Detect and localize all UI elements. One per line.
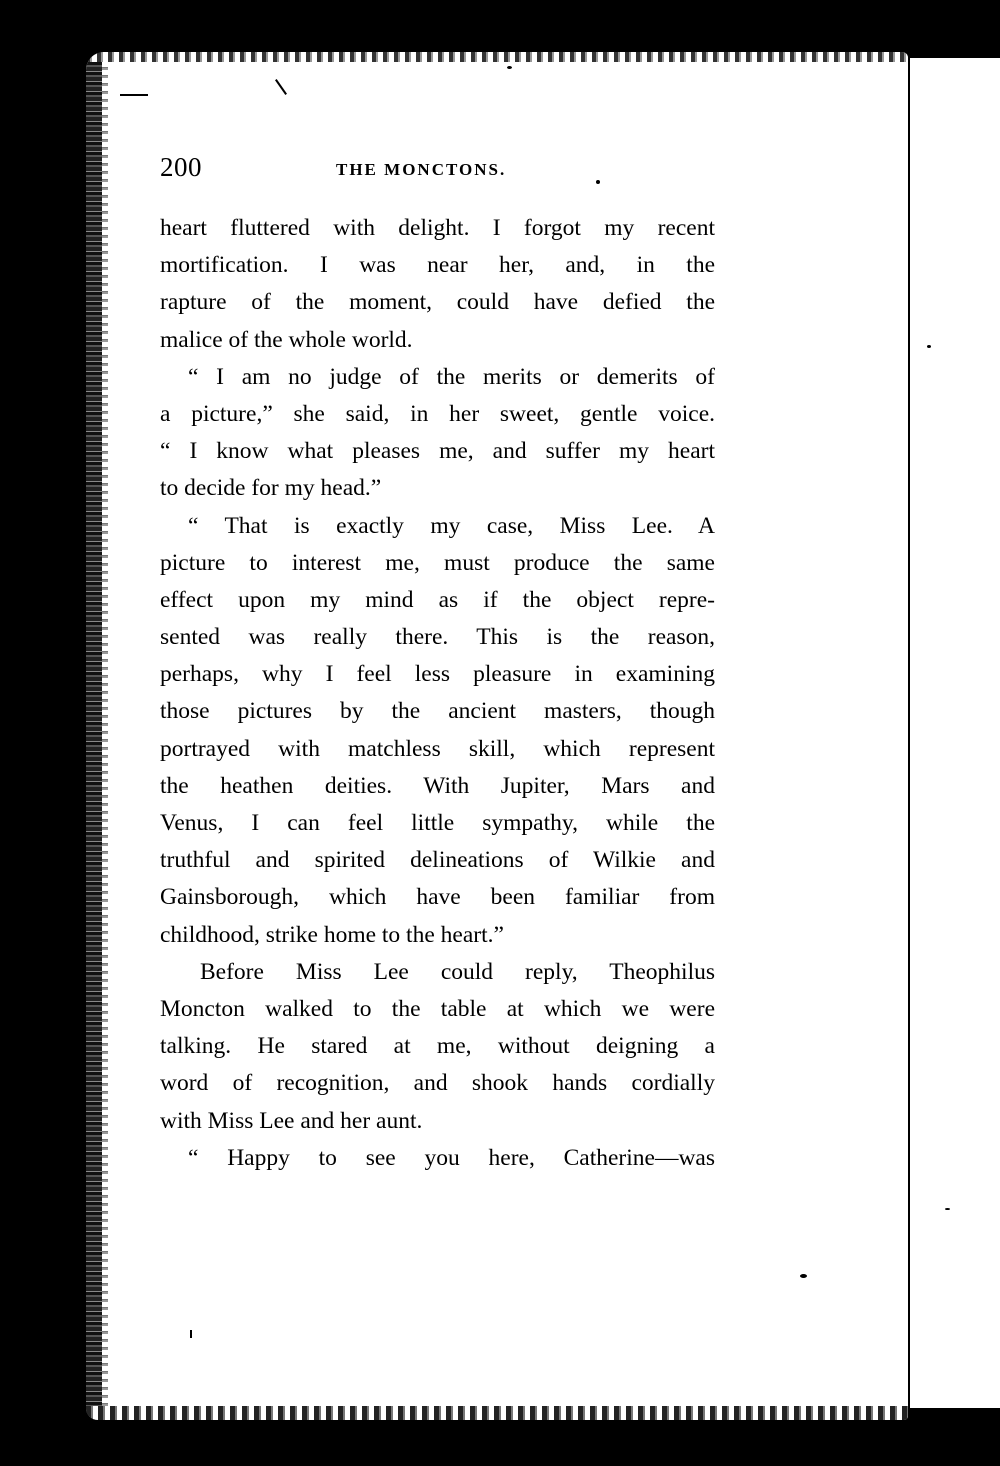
page-edge-left — [86, 52, 102, 1420]
text-line: those pictures by the ancient masters, though — [160, 698, 715, 725]
scan-speck — [800, 1274, 807, 1278]
scan-speck — [120, 94, 148, 96]
scan-speck — [945, 1208, 950, 1210]
text-line: Venus, I can feel little sympathy, while the — [160, 810, 715, 836]
text-line: Gainsborough, which have been familiar from — [160, 884, 715, 911]
text-line: malice of the whole world. — [160, 326, 413, 353]
text-line: “ That is exactly my case, Miss Lee. A — [188, 512, 715, 539]
text-line: word of recognition, and shook hands cordially — [160, 1070, 715, 1097]
running-head — [160, 152, 720, 192]
text-line: childhood, strike home to the heart.” — [160, 921, 504, 948]
text-line: portrayed with matchless skill, which represent — [160, 735, 715, 762]
text-line: a picture,” she said, in her sweet, gentle voice. — [160, 400, 715, 427]
text-line: perhaps, why I feel less pleasure in examining — [160, 661, 715, 688]
text-line: heart fluttered with delight. I forgot my recent — [160, 215, 715, 241]
page-number: 200 — [160, 152, 202, 182]
running-title: THE MONCTONS. — [336, 160, 507, 179]
text-line: Before Miss Lee could reply, Theophilus — [200, 958, 715, 985]
page-edge-left-inner — [102, 52, 108, 1420]
text-line: sented was really there. This is the reason, — [160, 624, 715, 651]
text-line: mortification. I was near her, and, in the — [160, 252, 715, 279]
text-line: truthful and spirited delineations of Wilkie and — [160, 847, 715, 874]
page-edge-bottom — [86, 1406, 908, 1420]
body-text — [160, 210, 715, 1177]
text-line: the heathen deities. With Jupiter, Mars and — [160, 772, 715, 799]
scan-speck — [507, 66, 512, 69]
text-line: to decide for my head.” — [160, 475, 382, 502]
text-line: picture to interest me, must produce the same — [160, 549, 715, 576]
page-edge-top — [86, 52, 908, 62]
text-line: talking. He stared at me, without deigning a — [160, 1033, 715, 1060]
text-line: effect upon my mind as if the object repre- — [160, 586, 715, 613]
text-line: “ I know what pleases me, and suffer my heart — [160, 438, 715, 465]
next-page-strip — [910, 58, 1000, 1408]
text-line: Moncton walked to the table at which we were — [160, 995, 715, 1022]
scan-speck — [927, 345, 931, 348]
scan-speck — [190, 1330, 192, 1338]
text-line: with Miss Lee and her aunt. — [160, 1107, 423, 1134]
text-line: rapture of the moment, could have defied the — [160, 289, 715, 316]
text-line: “ Happy to see you here, Catherine—was — [188, 1144, 715, 1171]
text-line: “ I am no judge of the merits or demerits of — [188, 363, 715, 390]
